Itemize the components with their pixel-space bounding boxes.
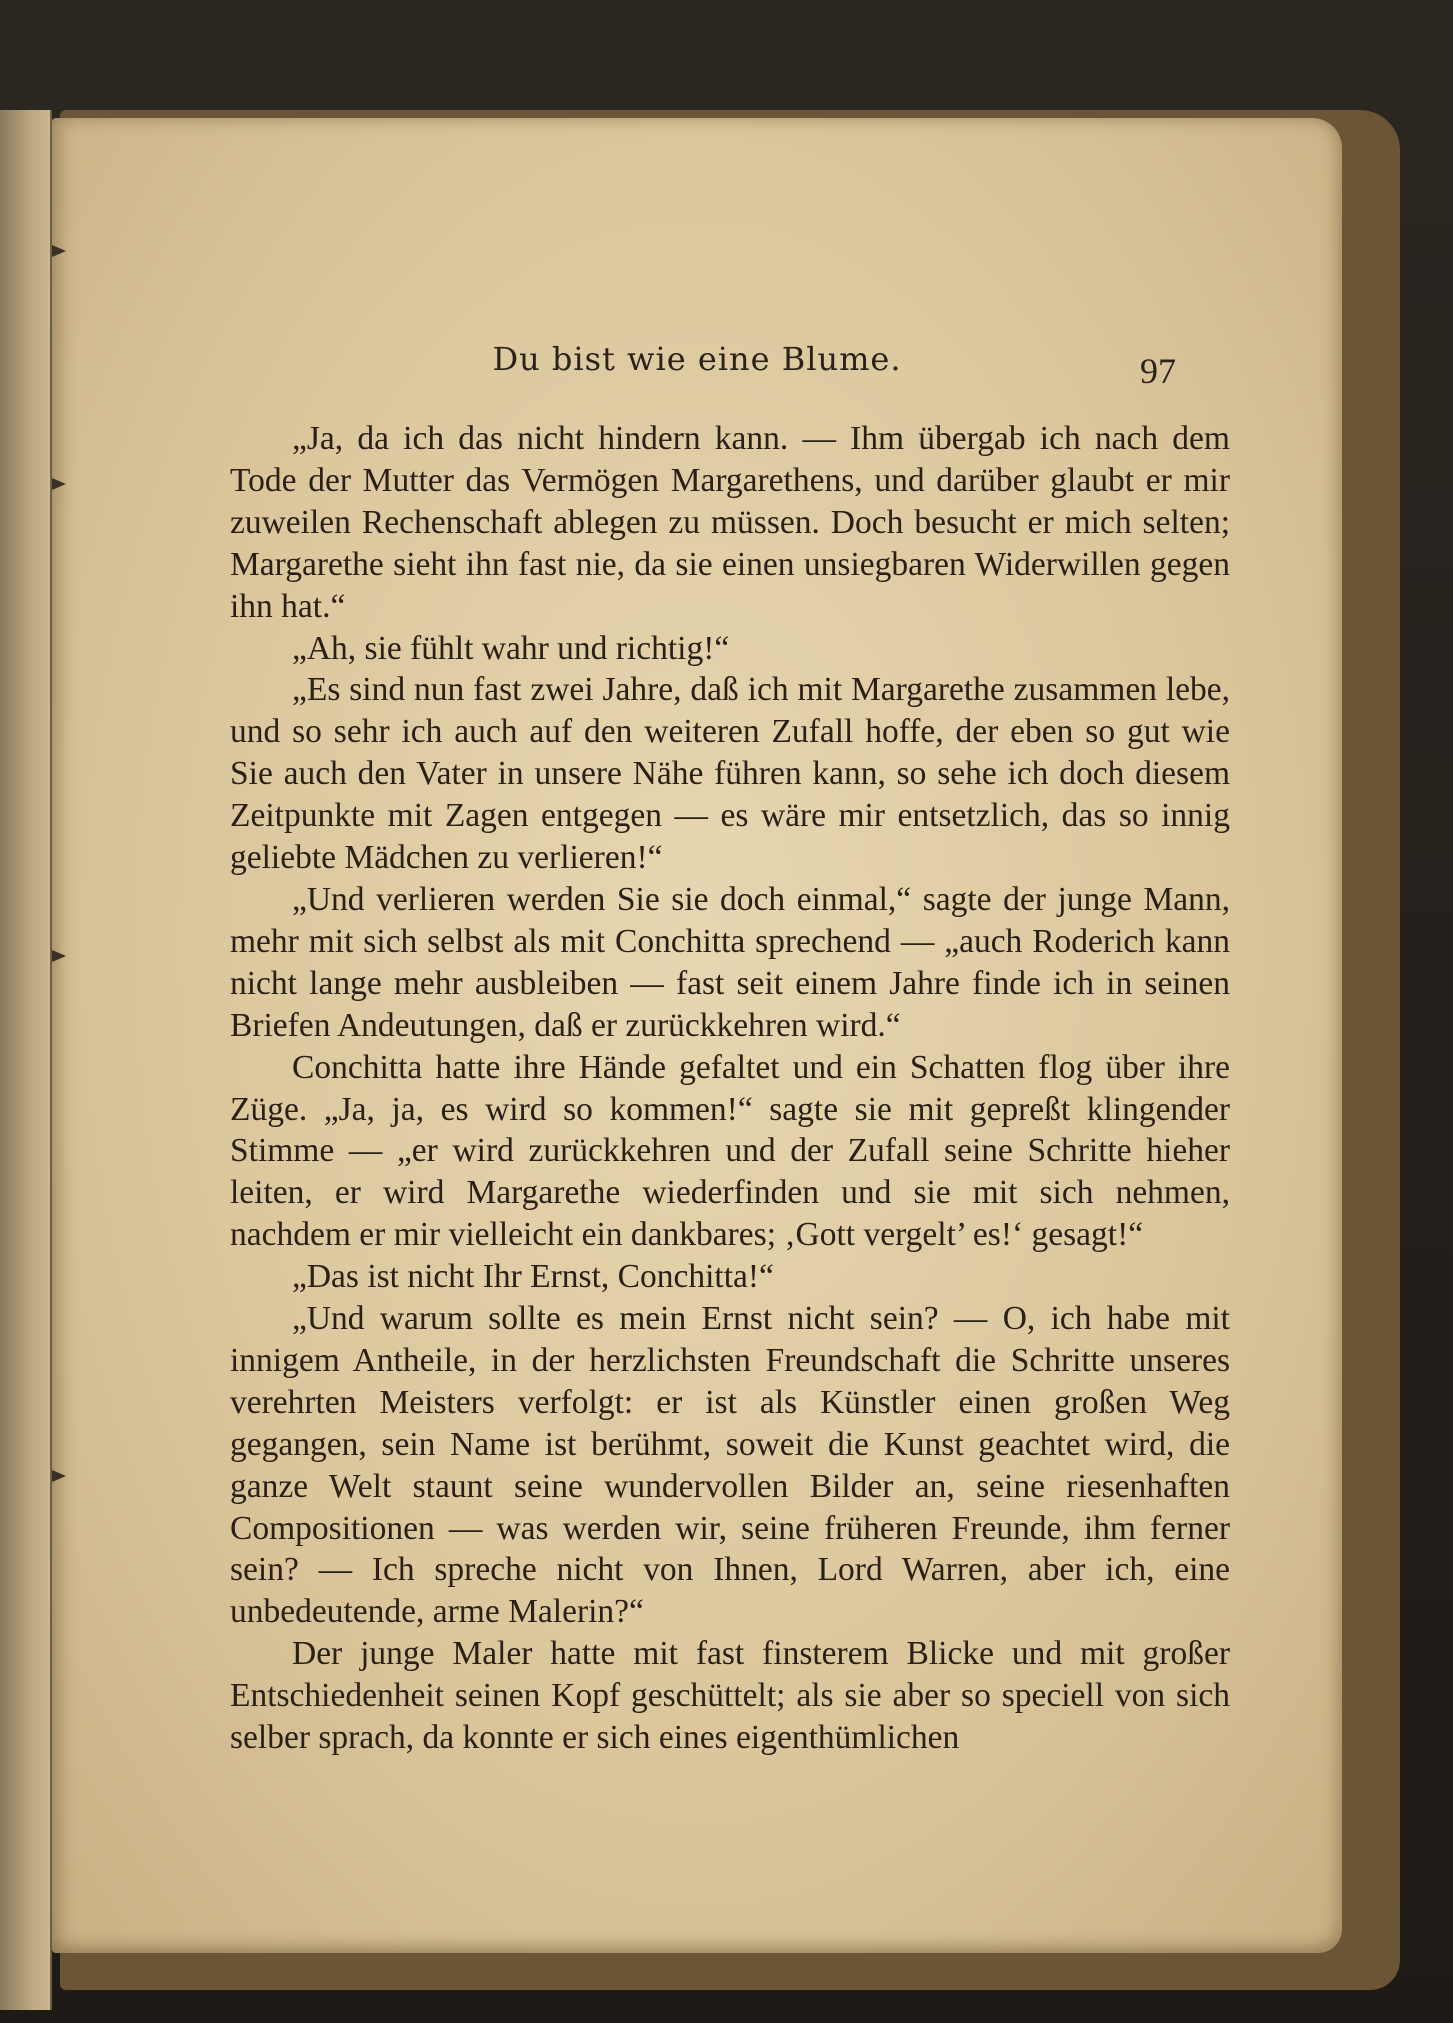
paragraph: „Das ist nicht Ihr Ernst, Conchitta!“ [292,1258,774,1296]
body-text [230,418,1230,1759]
paragraph: „Und verlieren werden Sie sie doch einmal,“ sagte der junge Mann, mehr mit sich selbst als mit Conchitta sprechend — „auch Roderich kann nicht lange mehr ausbleiben — fast seit einem Jahre finde ich in seinen Briefen Andeutungen, daß er zurückkehren wird.“ [230,880,1230,1044]
paragraph: Conchitta hatte ihre Hände gefaltet und ein Schatten flog über ihre Züge. „Ja, ja, es wird so kommen!“ sagte sie mit gepreßt klingender Stimme — „er wird zurückkehren und der Zufall seine Schritte hieher leiten, er wird Margarethe wiederfinden und sie mit sich nehmen, nachdem er mir vielleicht ein dankbares; ‚Gott vergelt’ es!‘ gesagt!“ [230,1048,1230,1254]
running-head: Du bist wie eine Blume. [492,340,902,378]
book-page [52,118,1342,1953]
paragraph: „Und warum sollte es mein Ernst nicht sein? — O, ich habe mit innigem Antheile, in der herzlichsten Freundschaft die Schritte unseres verehrten Meisters verfolgt: er ist als Künstler einen großen Weg gegangen, sein Name ist berühmt, soweit die Kunst geachtet wird, die ganze Welt staunt seine wundervollen Bilder an, seine riesenhaften Compositionen — was werden wir, seine früheren Freunde, ihm ferner sein? — Ich spreche nicht von Ihnen, Lord Warren, aber ich, eine unbedeutende, arme Malerin?“ [230,1300,1230,1631]
paragraph: Der junge Maler hatte mit fast finsterem Blicke und mit großer Entschiedenheit seinen Kopf geschüttelt; als sie aber so speciell von sich selber sprach, da konnte er sich eines eigenthümlichen [230,1635,1230,1757]
paragraph: „Ah, sie fühlt wahr und richtig!“ [292,629,730,667]
page-number: 97 [1140,351,1176,391]
paragraph: „Ja, da ich das nicht hindern kann. — Ihm übergab ich nach dem Tode der Mutter das Vermögen Margarethens, und darüber glaubt er mir zuweilen Rechenschaft ablegen zu müssen. Doch besucht er mich selten; Margarethe sieht ihn fast nie, da sie einen unsiegbaren Widerwillen gegen ihn hat.“ [230,420,1230,625]
paragraph: „Es sind nun fast zwei Jahre, daß ich mit Margarethe zusammen lebe, und so sehr ich auch auf den weiteren Zufall hoffe, der eben so gut wie Sie auch den Vater in unsere Nähe führen kann, so sehe ich doch diesem Zeitpunkte mit Zagen entgegen — es wäre mir entsetzlich, das so innig geliebte Mädchen zu verlieren!“ [230,671,1230,877]
previous-page-edge [0,110,52,2010]
